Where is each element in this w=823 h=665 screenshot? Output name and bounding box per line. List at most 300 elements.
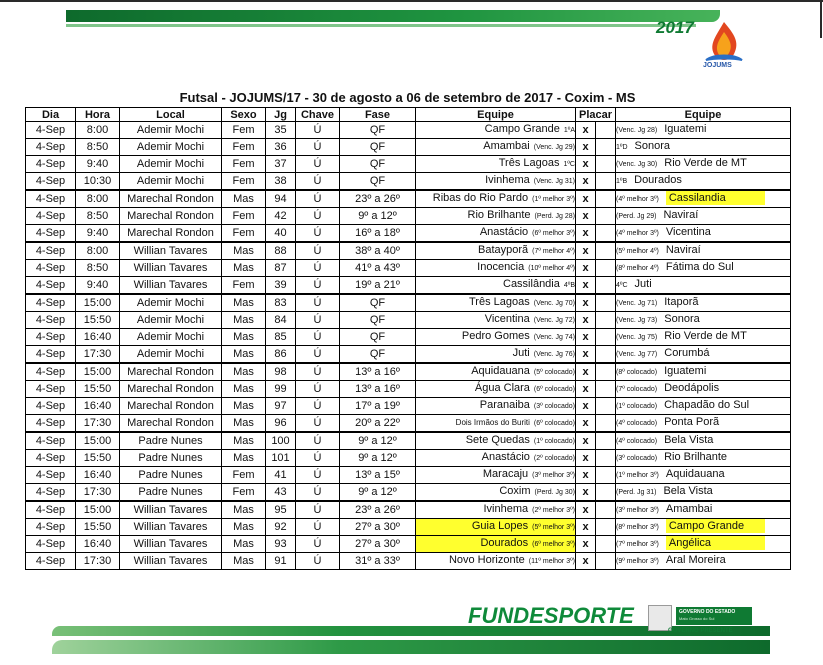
cell-jg: 42 (266, 208, 296, 225)
cell-jg: 100 (266, 432, 296, 450)
cell-chave: Ú (296, 467, 340, 484)
cell-equipe-2 (616, 553, 791, 570)
table-row (26, 415, 791, 433)
team-name: Cassilândia (503, 278, 560, 290)
cell-jg: 91 (266, 553, 296, 570)
cell-local: Ademir Mochi (120, 173, 222, 191)
table-row (26, 225, 791, 243)
cell-hora: 9:40 (76, 225, 120, 243)
cell-hora: 17:30 (76, 346, 120, 364)
cell-equipe-2 (616, 156, 791, 173)
cell-fase: QF (340, 294, 416, 312)
score-home-cell: x (576, 190, 596, 208)
footer-green-band-lower (52, 640, 770, 654)
team-name: Três Lagoas (498, 157, 560, 169)
col-placar: Placar (576, 108, 616, 122)
cell-local: Ademir Mochi (120, 294, 222, 312)
table-row (26, 242, 791, 260)
cell-equipe-2 (616, 277, 791, 295)
table-row (26, 312, 791, 329)
team-name: Inocencia (477, 261, 525, 273)
cell-sexo: Mas (222, 312, 266, 329)
cell-sexo: Mas (222, 346, 266, 364)
cell-chave: Ú (296, 139, 340, 156)
cell-dia: 4-Sep (26, 484, 76, 502)
cell-dia: 4-Sep (26, 553, 76, 570)
cell-fase: 16º a 18º (340, 225, 416, 243)
cell-sexo: Mas (222, 363, 266, 381)
cell-fase: QF (340, 312, 416, 329)
team-name: Dois Irmãos do Buriti (455, 418, 530, 427)
cell-chave: Ú (296, 329, 340, 346)
cell-sexo: Fem (222, 467, 266, 484)
cell-fase: 9º a 12º (340, 484, 416, 502)
year-label: 2017 (656, 18, 694, 37)
government-logo (648, 605, 752, 630)
col-chave: Chave (296, 108, 340, 122)
cell-equipe-2 (616, 312, 791, 329)
cell-chave: Ú (296, 208, 340, 225)
team-name: Deodápolis (664, 382, 720, 394)
team-name: Corumbá (664, 347, 710, 359)
score-away-cell (596, 519, 616, 536)
team-qualifier: (5º melhor 4º) (616, 248, 659, 255)
cell-equipe-1 (416, 553, 576, 570)
cell-jg: 92 (266, 519, 296, 536)
cell-equipe-1 (416, 398, 576, 415)
cell-local: Willian Tavares (120, 260, 222, 277)
table-row (26, 553, 791, 570)
cell-equipe-2 (616, 208, 791, 225)
score-away-cell (596, 398, 616, 415)
score-away-cell (596, 190, 616, 208)
cell-local: Marechal Rondon (120, 381, 222, 398)
fundesporte-subtitle: FUNDAÇÃO DE DESPORTO E LAZER DE MATO GROSSO DO SUL (470, 628, 594, 633)
table-row (26, 122, 791, 139)
table-row (26, 536, 791, 553)
cell-dia: 4-Sep (26, 260, 76, 277)
cell-hora: 8:00 (76, 242, 120, 260)
cell-hora: 9:40 (76, 156, 120, 173)
cell-dia: 4-Sep (26, 190, 76, 208)
score-home-cell: x (576, 501, 596, 519)
cell-hora: 15:50 (76, 381, 120, 398)
cell-local: Willian Tavares (120, 536, 222, 553)
cell-chave: Ú (296, 432, 340, 450)
score-home-cell: x (576, 553, 596, 570)
cell-chave: Ú (296, 173, 340, 191)
cell-chave: Ú (296, 260, 340, 277)
cell-dia: 4-Sep (26, 277, 76, 295)
cell-local: Padre Nunes (120, 450, 222, 467)
cell-sexo: Mas (222, 501, 266, 519)
cell-chave: Ú (296, 398, 340, 415)
table-row (26, 467, 791, 484)
header-green-banner (66, 10, 720, 22)
team-name: Anastácio (481, 451, 530, 463)
team-name: Naviraí (665, 244, 701, 256)
cell-sexo: Mas (222, 329, 266, 346)
cell-fase: 13º a 15º (340, 467, 416, 484)
cell-local: Ademir Mochi (120, 312, 222, 329)
team-qualifier: (6º melhor 3º) (532, 230, 575, 237)
team-qualifier: (6º melhor 3º) (532, 541, 575, 548)
cell-sexo: Mas (222, 381, 266, 398)
cell-jg: 93 (266, 536, 296, 553)
team-name: Iguatemi (664, 123, 707, 135)
top-border-line (0, 0, 823, 2)
team-name: Cassilandia (666, 191, 765, 205)
cell-sexo: Fem (222, 173, 266, 191)
cell-hora: 9:40 (76, 277, 120, 295)
team-qualifier: 4ºB (563, 282, 575, 289)
cell-local: Willian Tavares (120, 501, 222, 519)
cell-hora: 16:40 (76, 329, 120, 346)
score-away-cell (596, 432, 616, 450)
team-qualifier: 4ºC (616, 282, 628, 289)
team-qualifier: (Venc. Jg 28) (616, 127, 658, 134)
cell-equipe-1 (416, 450, 576, 467)
cell-equipe-1 (416, 519, 576, 536)
fundesporte-logo-text: FUNDESPORTE (468, 603, 634, 628)
team-qualifier: (9º melhor 3º) (616, 558, 659, 565)
cell-hora: 8:50 (76, 260, 120, 277)
team-qualifier: (Venc. Jg 76) (533, 351, 575, 358)
score-home-cell: x (576, 415, 596, 433)
cell-sexo: Mas (222, 398, 266, 415)
cell-dia: 4-Sep (26, 363, 76, 381)
team-name: Água Clara (474, 382, 530, 394)
team-name: Dourados (480, 537, 529, 549)
team-name: Naviraí (663, 209, 699, 221)
cell-equipe-2 (616, 432, 791, 450)
cell-jg: 86 (266, 346, 296, 364)
score-away-cell (596, 484, 616, 502)
cell-local: Padre Nunes (120, 484, 222, 502)
team-name: Ivinhema (483, 503, 529, 515)
score-away-cell (596, 467, 616, 484)
cell-chave: Ú (296, 484, 340, 502)
team-qualifier: 1ºB (616, 178, 628, 185)
table-row (26, 450, 791, 467)
team-qualifier: (Venc. Jg 29) (533, 144, 575, 151)
team-name: Aquidauana (471, 365, 530, 377)
team-name: Aral Moreira (665, 554, 726, 566)
cell-sexo: Mas (222, 415, 266, 433)
right-border-line (820, 0, 822, 38)
team-name: Ribas do Rio Pardo (432, 192, 529, 204)
cell-chave: Ú (296, 415, 340, 433)
score-home-cell: x (576, 208, 596, 225)
score-home-cell: x (576, 519, 596, 536)
cell-local: Marechal Rondon (120, 398, 222, 415)
team-qualifier: (8º melhor 3º) (616, 524, 659, 531)
cell-fase: QF (340, 173, 416, 191)
score-away-cell (596, 242, 616, 260)
cell-equipe-1 (416, 260, 576, 277)
cell-equipe-2 (616, 122, 791, 139)
cell-equipe-2 (616, 484, 791, 502)
score-away-cell (596, 536, 616, 553)
cell-sexo: Mas (222, 553, 266, 570)
cell-dia: 4-Sep (26, 432, 76, 450)
cell-hora: 15:00 (76, 432, 120, 450)
cell-local: Willian Tavares (120, 277, 222, 295)
cell-jg: 35 (266, 122, 296, 139)
cell-dia: 4-Sep (26, 346, 76, 364)
team-qualifier: (2º colocado) (533, 455, 575, 462)
score-home-cell: x (576, 312, 596, 329)
schedule-body (26, 122, 791, 570)
cell-chave: Ú (296, 242, 340, 260)
team-name: Pedro Gomes (461, 330, 530, 342)
cell-equipe-2 (616, 225, 791, 243)
team-qualifier: 1ºD (616, 144, 628, 151)
schedule-table (25, 107, 791, 570)
team-qualifier: (6º colocado) (533, 420, 575, 427)
team-qualifier: (3º melhor 3º) (616, 507, 659, 514)
team-name: Vicentina (484, 313, 530, 325)
cell-fase: 19º a 21º (340, 277, 416, 295)
score-home-cell: x (576, 381, 596, 398)
cell-fase: 41º a 43º (340, 260, 416, 277)
cell-dia: 4-Sep (26, 329, 76, 346)
cell-equipe-2 (616, 260, 791, 277)
score-away-cell (596, 139, 616, 156)
team-qualifier: (11º melhor 3º) (528, 558, 575, 565)
team-qualifier: (1º melhor 3º) (616, 472, 659, 479)
table-row (26, 346, 791, 364)
team-qualifier: (1º colocado) (616, 403, 658, 410)
cell-equipe-1 (416, 346, 576, 364)
table-row (26, 277, 791, 295)
score-home-cell: x (576, 277, 596, 295)
cell-local: Padre Nunes (120, 467, 222, 484)
table-row (26, 432, 791, 450)
team-qualifier: (Perd. Jg 30) (534, 489, 575, 496)
cell-equipe-2 (616, 519, 791, 536)
table-row (26, 398, 791, 415)
cell-equipe-1 (416, 173, 576, 191)
cell-jg: 96 (266, 415, 296, 433)
col-local: Local (120, 108, 222, 122)
col-equipe-2: Equipe (616, 108, 791, 122)
cell-local: Padre Nunes (120, 432, 222, 450)
cell-dia: 4-Sep (26, 225, 76, 243)
cell-sexo: Mas (222, 519, 266, 536)
team-qualifier: (Venc. Jg 74) (533, 334, 575, 341)
cell-fase: 27º a 30º (340, 536, 416, 553)
cell-sexo: Mas (222, 450, 266, 467)
cell-chave: Ú (296, 536, 340, 553)
cell-jg: 88 (266, 242, 296, 260)
score-away-cell (596, 156, 616, 173)
score-home-cell: x (576, 242, 596, 260)
team-qualifier: 1ºC (563, 161, 575, 168)
logo-caption: JOJUMS (703, 62, 732, 69)
page-title: Futsal - JOJUMS/17 - 30 de agosto a 06 de setembro de 2017 - Coxim - MS (179, 90, 636, 105)
cell-dia: 4-Sep (26, 122, 76, 139)
cell-equipe-2 (616, 536, 791, 553)
team-name: Amambai (483, 140, 530, 152)
col-hora: Hora (76, 108, 120, 122)
score-home-cell: x (576, 363, 596, 381)
score-away-cell (596, 415, 616, 433)
team-name: Juti (512, 347, 530, 359)
cell-jg: 43 (266, 484, 296, 502)
team-qualifier: (7º melhor 3º) (616, 541, 659, 548)
table-row (26, 329, 791, 346)
table-row (26, 501, 791, 519)
score-away-cell (596, 312, 616, 329)
cell-chave: Ú (296, 312, 340, 329)
score-away-cell (596, 294, 616, 312)
cell-hora: 16:40 (76, 398, 120, 415)
team-name: Dourados (634, 174, 682, 186)
cell-equipe-1 (416, 381, 576, 398)
cell-equipe-1 (416, 190, 576, 208)
cell-dia: 4-Sep (26, 139, 76, 156)
table-row (26, 260, 791, 277)
score-away-cell (596, 329, 616, 346)
team-name: Aquidauana (665, 468, 725, 480)
cell-chave: Ú (296, 553, 340, 570)
cell-jg: 99 (266, 381, 296, 398)
cell-jg: 36 (266, 139, 296, 156)
cell-chave: Ú (296, 225, 340, 243)
cell-fase: 20º a 22º (340, 415, 416, 433)
table-row (26, 190, 791, 208)
team-qualifier: (8º colocado) (616, 369, 658, 376)
cell-fase: QF (340, 329, 416, 346)
table-row (26, 294, 791, 312)
cell-chave: Ú (296, 363, 340, 381)
cell-sexo: Fem (222, 139, 266, 156)
team-name: Sonora (634, 140, 670, 152)
team-qualifier: (10º melhor 4º) (528, 265, 575, 272)
cell-hora: 17:30 (76, 415, 120, 433)
cell-sexo: Fem (222, 484, 266, 502)
cell-equipe-1 (416, 536, 576, 553)
team-qualifier: (8º melhor 4º) (616, 265, 659, 272)
team-qualifier: (Venc. Jg 71) (616, 300, 658, 307)
cell-equipe-1 (416, 156, 576, 173)
cell-hora: 17:30 (76, 484, 120, 502)
cell-jg: 83 (266, 294, 296, 312)
cell-chave: Ú (296, 346, 340, 364)
cell-jg: 39 (266, 277, 296, 295)
cell-dia: 4-Sep (26, 398, 76, 415)
cell-equipe-1 (416, 415, 576, 433)
score-home-cell: x (576, 329, 596, 346)
cell-equipe-1 (416, 432, 576, 450)
cell-fase: 27º a 30º (340, 519, 416, 536)
table-row (26, 363, 791, 381)
cell-hora: 8:50 (76, 208, 120, 225)
table-row (26, 156, 791, 173)
cell-chave: Ú (296, 450, 340, 467)
team-qualifier: (4º melhor 3º) (616, 230, 659, 237)
cell-sexo: Mas (222, 432, 266, 450)
team-qualifier: (Venc. Jg 70) (533, 300, 575, 307)
col-equipe-1: Equipe (416, 108, 576, 122)
cell-equipe-2 (616, 242, 791, 260)
cell-hora: 15:50 (76, 519, 120, 536)
cell-local: Willian Tavares (120, 553, 222, 570)
team-name: Sete Quedas (465, 434, 530, 446)
score-home-cell: x (576, 432, 596, 450)
cell-equipe-2 (616, 329, 791, 346)
cell-equipe-2 (616, 363, 791, 381)
cell-local: Ademir Mochi (120, 329, 222, 346)
cell-fase: 23º a 26º (340, 190, 416, 208)
team-qualifier: (Venc. Jg 73) (616, 317, 658, 324)
team-name: Coxim (499, 485, 531, 497)
team-name: Bela Vista (663, 485, 713, 497)
cell-fase: QF (340, 346, 416, 364)
score-away-cell (596, 553, 616, 570)
team-qualifier: (4º melhor 3º) (616, 196, 659, 203)
cell-fase: QF (340, 139, 416, 156)
team-qualifier: (5º colocado) (533, 369, 575, 376)
team-qualifier: (Venc. Jg 30) (616, 161, 658, 168)
score-home-cell: x (576, 398, 596, 415)
cell-sexo: Mas (222, 294, 266, 312)
team-qualifier: (3º melhor 3º) (532, 472, 575, 479)
cell-equipe-2 (616, 346, 791, 364)
team-qualifier: (6º colocado) (533, 386, 575, 393)
cell-sexo: Fem (222, 122, 266, 139)
score-away-cell (596, 363, 616, 381)
cell-equipe-1 (416, 277, 576, 295)
cell-fase: QF (340, 122, 416, 139)
government-line-2: Mato Grosso do Sul (679, 616, 715, 621)
cell-equipe-2 (616, 501, 791, 519)
cell-fase: 13º a 16º (340, 363, 416, 381)
col-dia: Dia (26, 108, 76, 122)
table-row (26, 484, 791, 502)
cell-hora: 10:30 (76, 173, 120, 191)
cell-chave: Ú (296, 190, 340, 208)
cell-hora: 15:50 (76, 450, 120, 467)
cell-dia: 4-Sep (26, 294, 76, 312)
score-away-cell (596, 225, 616, 243)
team-qualifier: (3º colocado) (616, 455, 658, 462)
cell-dia: 4-Sep (26, 173, 76, 191)
cell-jg: 98 (266, 363, 296, 381)
team-name: Bela Vista (664, 434, 714, 446)
team-name: Angélica (666, 536, 765, 550)
cell-chave: Ú (296, 122, 340, 139)
team-name: Ivinhema (485, 174, 530, 186)
score-away-cell (596, 501, 616, 519)
cell-dia: 4-Sep (26, 242, 76, 260)
team-qualifier: (3º colocado) (533, 403, 575, 410)
cell-hora: 8:50 (76, 139, 120, 156)
score-home-cell: x (576, 450, 596, 467)
team-qualifier: 1ºA (563, 127, 575, 134)
cell-local: Ademir Mochi (120, 156, 222, 173)
cell-fase: QF (340, 156, 416, 173)
cell-local: Marechal Rondon (120, 363, 222, 381)
score-home-cell: x (576, 536, 596, 553)
cell-equipe-1 (416, 312, 576, 329)
cell-dia: 4-Sep (26, 415, 76, 433)
score-away-cell (596, 450, 616, 467)
team-name: Novo Horizonte (448, 554, 525, 566)
cell-sexo: Mas (222, 190, 266, 208)
government-slogan: GOVERNO PRESENTE (668, 628, 733, 634)
